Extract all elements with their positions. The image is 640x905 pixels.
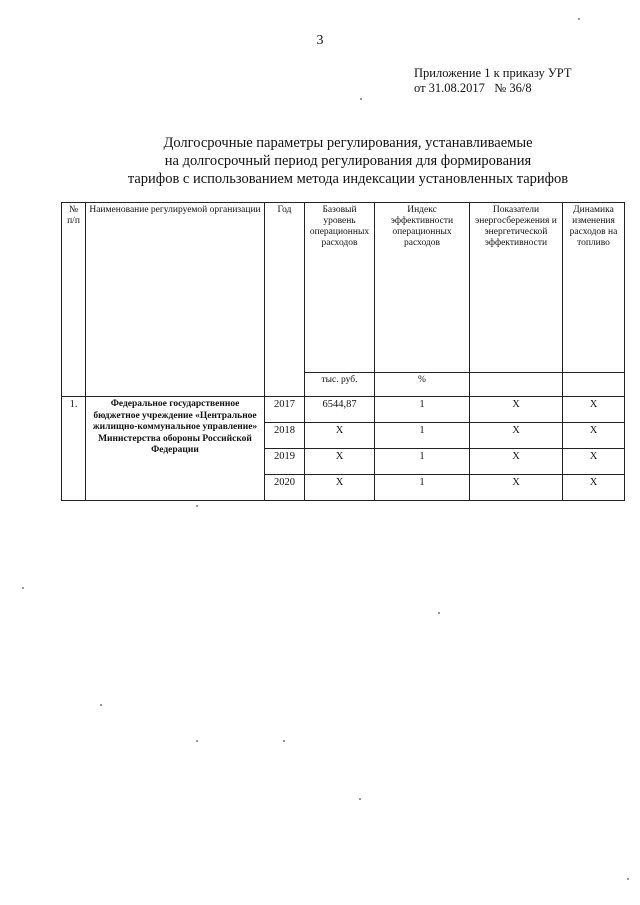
- cell-base-level: 6544,87: [305, 397, 375, 423]
- header-organization: Наименование регулируемой организации: [86, 203, 265, 397]
- unit-fuel-dynamics: [563, 373, 625, 397]
- cell-energy-saving: X: [470, 397, 563, 423]
- header-base-level: Базовый уровень операционных расходов: [305, 203, 375, 373]
- cell-base-level: X: [305, 423, 375, 449]
- header-row: [62, 203, 625, 373]
- cell-fuel-dynamics: X: [563, 397, 625, 423]
- cell-efficiency-index: 1: [375, 475, 470, 501]
- title-line-3: тарифов с использованием метода индексации установленных тарифов: [127, 171, 569, 187]
- row-number: 1.: [62, 397, 86, 501]
- scan-speck: [578, 18, 580, 20]
- title-line-1: Долгосрочные параметры регулирования, устанавливаемые: [163, 135, 533, 151]
- page-number: 3: [316, 33, 324, 48]
- scan-speck: [22, 587, 24, 589]
- cell-year: 2018: [265, 423, 305, 449]
- cell-fuel-dynamics: X: [563, 423, 625, 449]
- unit-energy-saving: [470, 373, 563, 397]
- scan-speck: [196, 740, 198, 742]
- cell-energy-saving: X: [470, 449, 563, 475]
- scan-speck: [438, 612, 440, 614]
- scan-speck: [360, 98, 362, 100]
- header-energy-saving: Показатели энергосбережения и энергетической эффективности: [470, 203, 563, 373]
- table-row: [62, 397, 625, 423]
- cell-energy-saving: X: [470, 423, 563, 449]
- scan-speck: [627, 878, 629, 880]
- scan-speck: [100, 704, 102, 706]
- cell-year: 2020: [265, 475, 305, 501]
- cell-fuel-dynamics: X: [563, 449, 625, 475]
- cell-efficiency-index: 1: [375, 449, 470, 475]
- organization-name: Федеральное государственное бюджетное учреждение «Центральное жилищно-коммунальное управление» Министерства обороны Российской Федерации: [86, 397, 265, 501]
- scan-speck: [196, 505, 198, 507]
- cell-fuel-dynamics: X: [563, 475, 625, 501]
- parameters-table: [61, 202, 625, 501]
- appendix-line-2: от 31.08.2017 № 36/8: [414, 81, 532, 95]
- document-title: [60, 134, 636, 188]
- header-efficiency-index: Индекс эффективности операционных расходов: [375, 203, 470, 373]
- header-year: Год: [265, 203, 305, 397]
- title-line-2: на долгосрочный период регулирования для формирования: [164, 153, 532, 169]
- cell-efficiency-index: 1: [375, 397, 470, 423]
- header-number: № п/п: [62, 203, 86, 397]
- cell-efficiency-index: 1: [375, 423, 470, 449]
- cell-year: 2019: [265, 449, 305, 475]
- cell-base-level: X: [305, 475, 375, 501]
- cell-base-level: X: [305, 449, 375, 475]
- scan-speck: [359, 798, 361, 800]
- appendix-line-1: Приложение 1 к приказу УРТ: [414, 66, 572, 80]
- scan-speck: [283, 740, 285, 742]
- cell-year: 2017: [265, 397, 305, 423]
- unit-base-level: тыс. руб.: [305, 373, 375, 397]
- cell-energy-saving: X: [470, 475, 563, 501]
- header-fuel-dynamics: Динамика изменения расходов на топливо: [563, 203, 625, 373]
- unit-efficiency-index: %: [375, 373, 470, 397]
- appendix-reference: [414, 66, 572, 96]
